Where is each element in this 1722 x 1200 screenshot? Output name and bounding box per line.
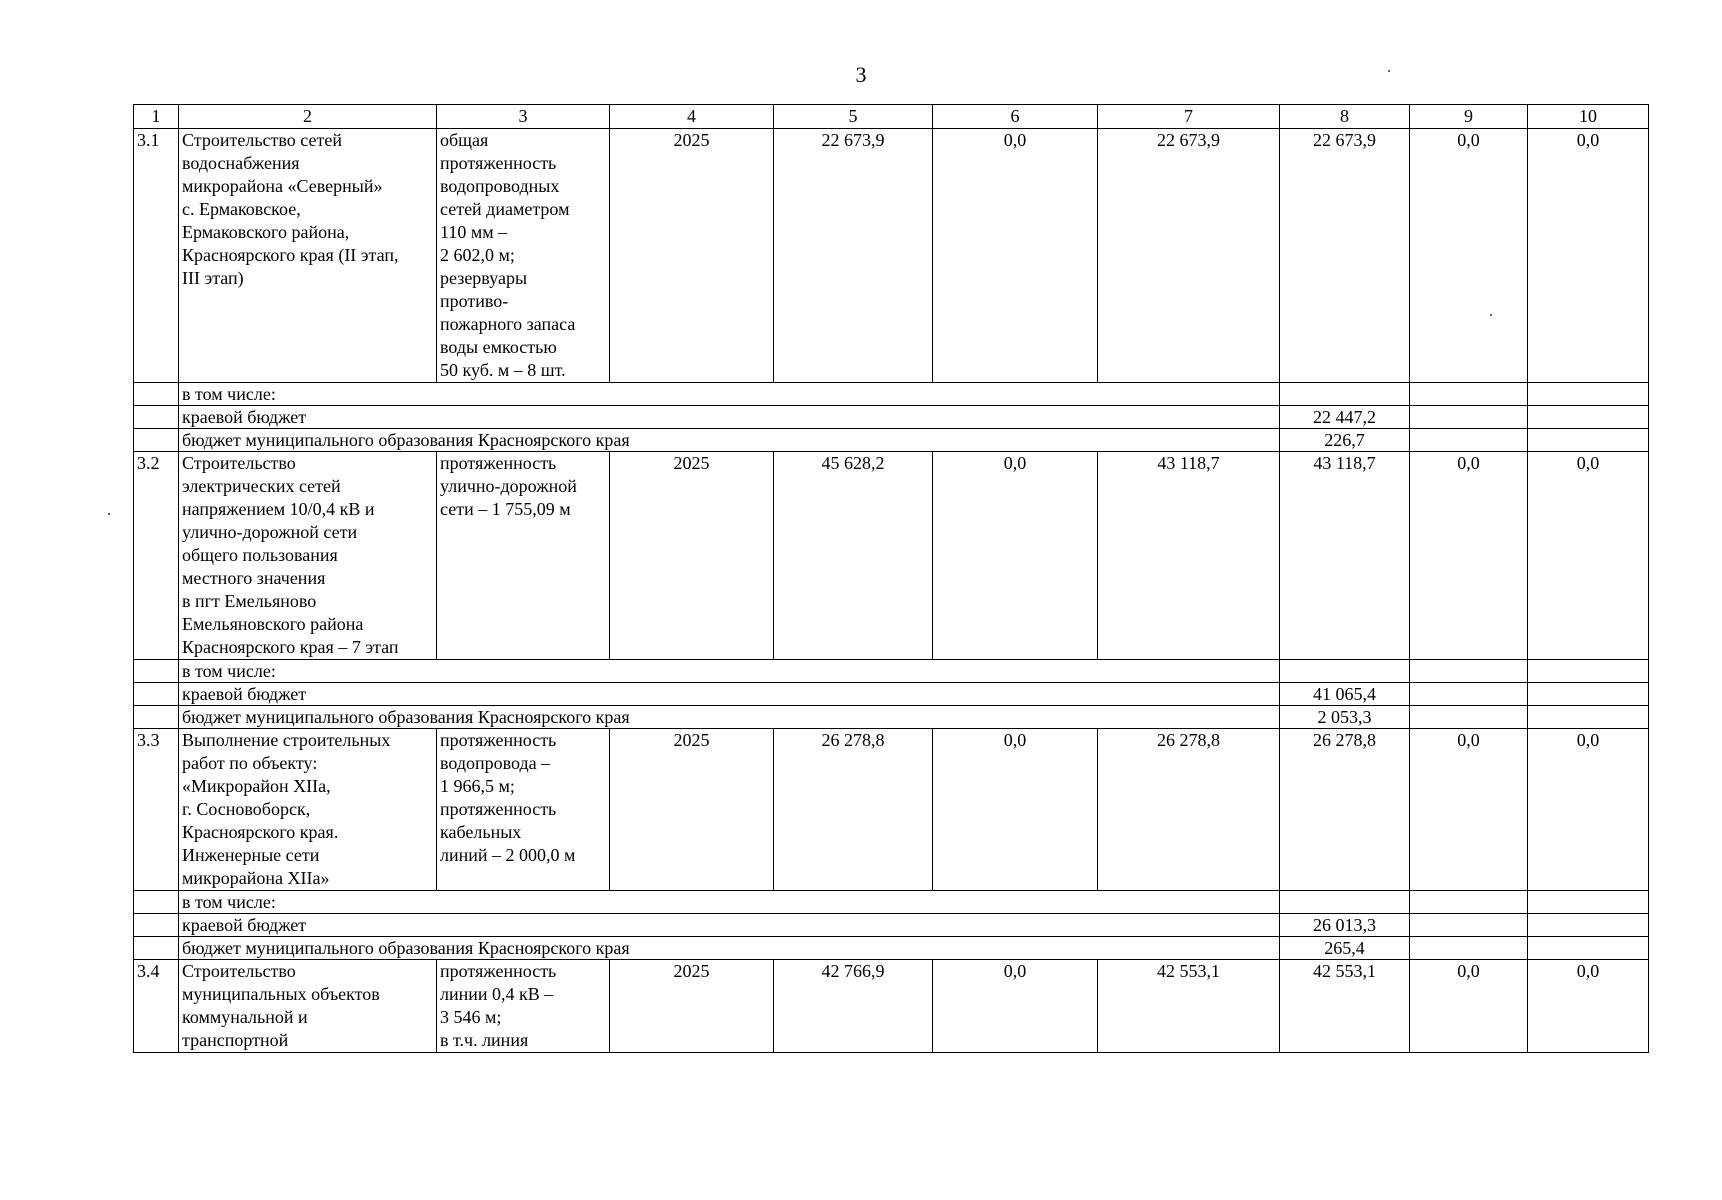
project-description-line: протяженность bbox=[440, 961, 557, 981]
project-name-line: «Микрорайон XIIа, bbox=[182, 776, 331, 796]
empty-cell bbox=[1280, 660, 1410, 683]
municipal-budget-row bbox=[134, 429, 1649, 452]
project-description bbox=[437, 129, 610, 383]
value-col5: 22 673,9 bbox=[774, 129, 933, 383]
project-name-line: Красноярского края – 7 этап bbox=[182, 637, 399, 657]
empty-cell bbox=[1410, 383, 1528, 406]
budget-table bbox=[133, 104, 1649, 1053]
municipal-budget-value: 2 053,3 bbox=[1280, 706, 1410, 729]
value-col6: 0,0 bbox=[933, 960, 1098, 1053]
value-col6: 0,0 bbox=[933, 452, 1098, 660]
column-header: 1 bbox=[134, 105, 179, 129]
project-name-line: Ермаковского района, bbox=[182, 222, 350, 242]
empty-cell bbox=[134, 383, 179, 406]
column-header: 5 bbox=[774, 105, 933, 129]
project-description-line: протяженность bbox=[440, 730, 557, 750]
project-name-line: Красноярского края. bbox=[182, 822, 339, 842]
value-col5: 26 278,8 bbox=[774, 729, 933, 891]
project-description-line: 2 602,0 м; bbox=[440, 245, 515, 265]
row-number: 3.3 bbox=[134, 729, 179, 891]
project-description-line: сетей диаметром bbox=[440, 199, 570, 219]
row-number: 3.4 bbox=[134, 960, 179, 1053]
project-description-line: 1 966,5 м; bbox=[440, 776, 515, 796]
project-row bbox=[134, 729, 1649, 891]
column-header-row bbox=[134, 105, 1649, 129]
project-description-line: линии 0,4 кВ – bbox=[440, 984, 554, 1004]
project-name-line: Строительство сетей bbox=[182, 130, 342, 150]
project-description-line: пожарного запаса bbox=[440, 314, 576, 334]
value-col5: 42 766,9 bbox=[774, 960, 933, 1053]
column-header: 3 bbox=[437, 105, 610, 129]
empty-cell bbox=[134, 891, 179, 914]
value-col6: 0,0 bbox=[933, 129, 1098, 383]
column-header: 7 bbox=[1098, 105, 1280, 129]
value-col8: 43 118,7 bbox=[1280, 452, 1410, 660]
municipal-budget-value: 265,4 bbox=[1280, 937, 1410, 960]
project-description-line: воды емкостью bbox=[440, 337, 557, 357]
empty-cell bbox=[134, 706, 179, 729]
value-col7: 22 673,9 bbox=[1098, 129, 1280, 383]
value-col8: 26 278,8 bbox=[1280, 729, 1410, 891]
project-name-line: коммунальной и bbox=[182, 1007, 308, 1027]
project-name-line: Выполнение строительных bbox=[182, 730, 391, 750]
scan-speck bbox=[108, 513, 110, 515]
empty-cell bbox=[134, 683, 179, 706]
including-label: в том числе: bbox=[179, 660, 1280, 683]
project-name-line: водоснабжения bbox=[182, 153, 300, 173]
value-col6: 0,0 bbox=[933, 729, 1098, 891]
project-row bbox=[134, 129, 1649, 383]
empty-cell bbox=[134, 937, 179, 960]
project-description-line: 3 546 м; bbox=[440, 1007, 502, 1027]
value-col10: 0,0 bbox=[1528, 729, 1649, 891]
including-row bbox=[134, 660, 1649, 683]
empty-cell bbox=[134, 406, 179, 429]
empty-cell bbox=[1528, 383, 1649, 406]
project-name-line: Емельяновского района bbox=[182, 614, 364, 634]
row-number: 3.2 bbox=[134, 452, 179, 660]
empty-cell bbox=[1528, 937, 1649, 960]
empty-cell bbox=[1528, 660, 1649, 683]
empty-cell bbox=[1280, 383, 1410, 406]
empty-cell bbox=[1528, 406, 1649, 429]
project-description-line: водопроводных bbox=[440, 176, 560, 196]
project-description-line: сети – 1 755,09 м bbox=[440, 499, 571, 519]
value-col7: 43 118,7 bbox=[1098, 452, 1280, 660]
year-cell: 2025 bbox=[610, 452, 774, 660]
year-cell: 2025 bbox=[610, 129, 774, 383]
column-header: 2 bbox=[179, 105, 437, 129]
empty-cell bbox=[1410, 914, 1528, 937]
regional-budget-row bbox=[134, 406, 1649, 429]
municipal-budget-label: бюджет муниципального образования Красноярского края bbox=[179, 429, 1280, 452]
page-number: 3 bbox=[855, 62, 867, 87]
project-description-line: кабельных bbox=[440, 822, 522, 842]
project-name-line: в пгт Емельяново bbox=[182, 591, 317, 611]
column-header: 6 bbox=[933, 105, 1098, 129]
project-description-line: водопровода – bbox=[440, 753, 551, 773]
empty-cell bbox=[134, 660, 179, 683]
empty-cell bbox=[1528, 683, 1649, 706]
column-header: 10 bbox=[1528, 105, 1649, 129]
regional-budget-value: 41 065,4 bbox=[1280, 683, 1410, 706]
column-header: 4 bbox=[610, 105, 774, 129]
empty-cell bbox=[1410, 429, 1528, 452]
project-name-line: III этап) bbox=[182, 268, 244, 288]
value-col8: 42 553,1 bbox=[1280, 960, 1410, 1053]
value-col5: 45 628,2 bbox=[774, 452, 933, 660]
project-name-line: Инженерные сети bbox=[182, 845, 320, 865]
project-name-line: г. Сосновоборск, bbox=[182, 799, 311, 819]
project-name-line: напряжением 10/0,4 кВ и bbox=[182, 499, 375, 519]
year-cell: 2025 bbox=[610, 960, 774, 1053]
including-row bbox=[134, 383, 1649, 406]
empty-cell bbox=[1528, 891, 1649, 914]
including-label: в том числе: bbox=[179, 891, 1280, 914]
project-description bbox=[437, 960, 610, 1053]
regional-budget-value: 26 013,3 bbox=[1280, 914, 1410, 937]
regional-budget-label: краевой бюджет bbox=[179, 683, 1280, 706]
empty-cell bbox=[1410, 891, 1528, 914]
project-description-line: противо- bbox=[440, 291, 509, 311]
project-description-line: улично-дорожной bbox=[440, 476, 577, 496]
municipal-budget-value: 226,7 bbox=[1280, 429, 1410, 452]
including-row bbox=[134, 891, 1649, 914]
project-name-line: общего пользования bbox=[182, 545, 338, 565]
project-name bbox=[179, 729, 437, 891]
municipal-budget-label: бюджет муниципального образования Красноярского края bbox=[179, 937, 1280, 960]
empty-cell bbox=[1410, 660, 1528, 683]
project-description-line: протяженность bbox=[440, 799, 557, 819]
empty-cell bbox=[1410, 937, 1528, 960]
row-number: 3.1 bbox=[134, 129, 179, 383]
project-name-line: Красноярского края (II этап, bbox=[182, 245, 399, 265]
project-name-line: микрорайона XIIа» bbox=[182, 868, 330, 888]
project-name-line: Строительство bbox=[182, 961, 296, 981]
project-name-line: с. Ермаковское, bbox=[182, 199, 301, 219]
project-name-line: Строительство bbox=[182, 453, 296, 473]
value-col8: 22 673,9 bbox=[1280, 129, 1410, 383]
project-name-line: транспортной bbox=[182, 1030, 289, 1050]
value-col9: 0,0 bbox=[1410, 729, 1528, 891]
project-name-line: муниципальных объектов bbox=[182, 984, 380, 1004]
regional-budget-value: 22 447,2 bbox=[1280, 406, 1410, 429]
project-description-line: 110 мм – bbox=[440, 222, 508, 242]
value-col7: 26 278,8 bbox=[1098, 729, 1280, 891]
project-name bbox=[179, 452, 437, 660]
scan-speck bbox=[1388, 70, 1390, 72]
project-name-line: работ по объекту: bbox=[182, 753, 318, 773]
project-name-line: улично-дорожной сети bbox=[182, 522, 358, 542]
empty-cell bbox=[134, 429, 179, 452]
empty-cell bbox=[1528, 914, 1649, 937]
regional-budget-row bbox=[134, 683, 1649, 706]
empty-cell bbox=[1280, 891, 1410, 914]
project-row bbox=[134, 960, 1649, 1053]
empty-cell bbox=[1410, 406, 1528, 429]
project-description-line: общая bbox=[440, 130, 489, 150]
project-description-line: протяженность bbox=[440, 153, 557, 173]
regional-budget-label: краевой бюджет bbox=[179, 914, 1280, 937]
municipal-budget-row bbox=[134, 706, 1649, 729]
empty-cell bbox=[1528, 429, 1649, 452]
project-name-line: микрорайона «Северный» bbox=[182, 176, 383, 196]
regional-budget-label: краевой бюджет bbox=[179, 406, 1280, 429]
value-col7: 42 553,1 bbox=[1098, 960, 1280, 1053]
municipal-budget-row bbox=[134, 937, 1649, 960]
empty-cell bbox=[134, 914, 179, 937]
project-description-line: резервуары bbox=[440, 268, 528, 288]
project-description-line: в т.ч. линия bbox=[440, 1030, 529, 1050]
project-name-line: электрических сетей bbox=[182, 476, 341, 496]
including-label: в том числе: bbox=[179, 383, 1280, 406]
project-name-line: местного значения bbox=[182, 568, 326, 588]
value-col10: 0,0 bbox=[1528, 129, 1649, 383]
year-cell: 2025 bbox=[610, 729, 774, 891]
value-col9: 0,0 bbox=[1410, 452, 1528, 660]
value-col9: 0,0 bbox=[1410, 960, 1528, 1053]
project-description bbox=[437, 452, 610, 660]
project-name bbox=[179, 960, 437, 1053]
project-row bbox=[134, 452, 1649, 660]
value-col10: 0,0 bbox=[1528, 452, 1649, 660]
project-description-line: протяженность bbox=[440, 453, 557, 473]
empty-cell bbox=[1528, 706, 1649, 729]
value-col10: 0,0 bbox=[1528, 960, 1649, 1053]
value-col9: 0,0 bbox=[1410, 129, 1528, 383]
column-header: 8 bbox=[1280, 105, 1410, 129]
project-description-line: 50 куб. м – 8 шт. bbox=[440, 360, 566, 380]
regional-budget-row bbox=[134, 914, 1649, 937]
project-description-line: линий – 2 000,0 м bbox=[440, 845, 576, 865]
empty-cell bbox=[1410, 706, 1528, 729]
municipal-budget-label: бюджет муниципального образования Красноярского края bbox=[179, 706, 1280, 729]
empty-cell bbox=[1410, 683, 1528, 706]
project-description bbox=[437, 729, 610, 891]
column-header: 9 bbox=[1410, 105, 1528, 129]
project-name bbox=[179, 129, 437, 383]
